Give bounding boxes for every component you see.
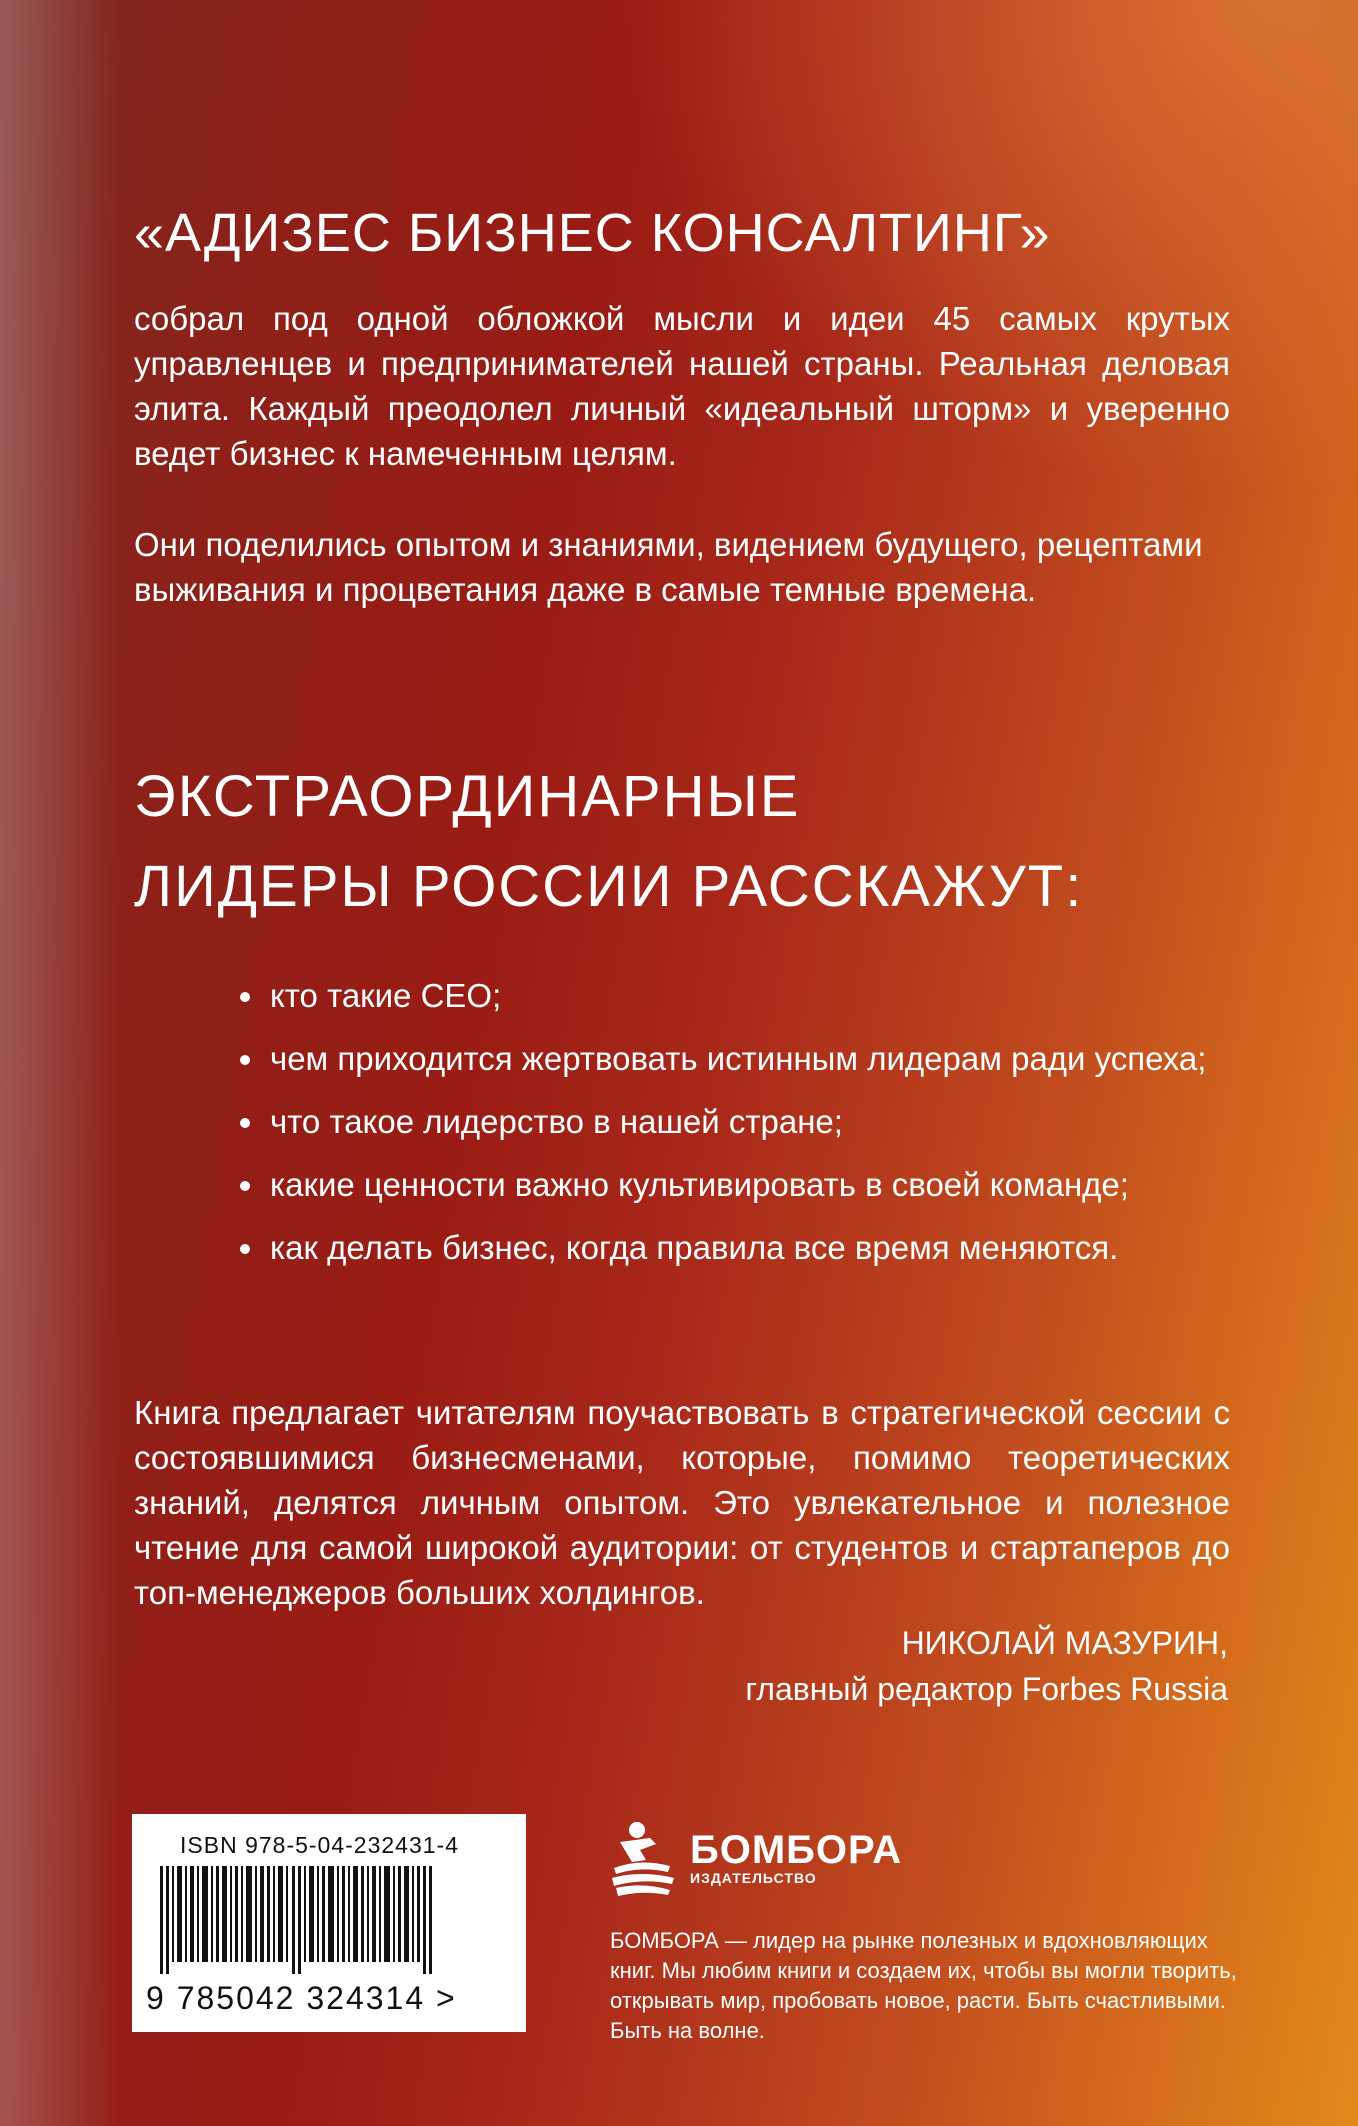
isbn-text: ISBN 978-5-04-232431-4 bbox=[180, 1832, 459, 1858]
review-container bbox=[134, 1390, 1230, 1615]
intro-paragraph-1: собрал под одной обложкой мысли и идеи 45 самых крутых управленцев и предпринимателей нашей страны. Реальная деловая элита. Каждый преодолел личный «идеальный шторм» и уверенно ведет бизнес к намеченным целям. bbox=[134, 300, 1230, 472]
intro-section bbox=[134, 200, 1230, 266]
leaders-list bbox=[240, 976, 1240, 1268]
review-author-title: главный редактор Forbes Russia bbox=[745, 1671, 1228, 1707]
publisher-logo bbox=[610, 1820, 1250, 1896]
intro-paragraph-2: Они поделились опытом и знаниями, видением будущего, рецептами выживания и процветания даже в самые темные времена. bbox=[134, 526, 1203, 608]
bullet-icon bbox=[240, 992, 250, 1002]
review-text: Книга предлагает читателям поучаствовать в стратегической сессии с состоявшимися бизнесменами, которые, помимо теоретических знаний, делятся личным опытом. Это увлекательное и полезное чтение для самой широкой аудитории: от студентов и стартаперов до топ-менеджеров больших холдингов. bbox=[134, 1394, 1230, 1611]
intro-paragraph-1-container bbox=[134, 296, 1230, 476]
surfer-wave-icon bbox=[610, 1820, 676, 1896]
leaders-heading-line-2: ЛИДЕРЫ РОССИИ РАССКАЖУТ: bbox=[134, 854, 1084, 919]
list-item: что такое лидерство в нашей стране; bbox=[240, 1102, 1240, 1142]
intro-paragraph-2-container bbox=[134, 522, 1230, 612]
publisher-description: БОМБОРА — лидер на рынке полезных и вдохновляющих книг. Мы любим книги и создаем их, чтобы вы могли творить, открывать мир, пробовать новое, расти. Быть счастливыми. Быть на волне. bbox=[610, 1928, 1237, 2043]
barcode-box bbox=[132, 1814, 526, 2032]
bullet-icon bbox=[240, 1181, 250, 1191]
bullet-icon bbox=[240, 1118, 250, 1128]
list-item: кто такие CEO; bbox=[240, 976, 1240, 1016]
list-item: чем приходится жертвовать истинным лидерам ради успеха; bbox=[240, 1039, 1240, 1079]
publisher-subtitle: ИЗДАТЕЛЬСТВО bbox=[690, 1870, 817, 1886]
leaders-heading-container bbox=[134, 752, 1230, 932]
list-item: какие ценности важно культивировать в своей команде; bbox=[240, 1165, 1240, 1205]
barcode-icon bbox=[160, 1866, 460, 1974]
barcode-digits: 9 785042 324314 > bbox=[146, 1980, 457, 2016]
review-signature bbox=[745, 1620, 1228, 1712]
review-author: НИКОЛАЙ МАЗУРИН, bbox=[901, 1625, 1228, 1661]
bullet-icon bbox=[240, 1244, 250, 1254]
publisher-name: БОМБОРА bbox=[690, 1828, 903, 1872]
leaders-heading-line-1: ЭКСТРАОРДИНАРНЫЕ bbox=[134, 764, 801, 829]
leaders-list-container bbox=[240, 976, 1240, 1291]
publisher-block bbox=[610, 1820, 1250, 2046]
list-item: как делать бизнес, когда правила все время меняются. bbox=[240, 1228, 1240, 1268]
bullet-icon bbox=[240, 1055, 250, 1065]
intro-heading: «АДИЗЕС БИЗНЕС КОНСАЛТИНГ» bbox=[134, 203, 1051, 263]
